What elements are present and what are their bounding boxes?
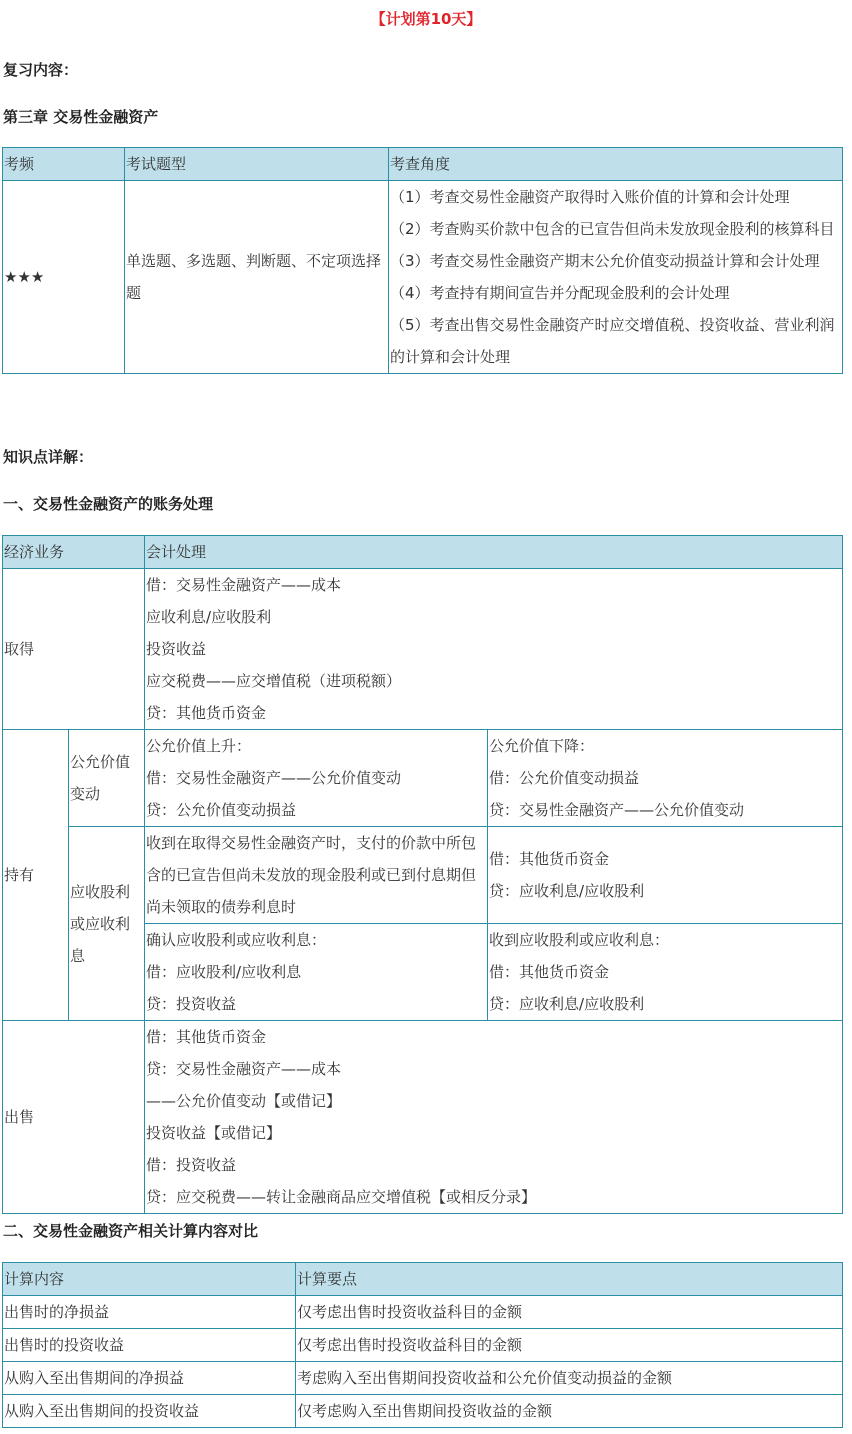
chapter-heading: 第三章 交易性金融资产 [3,108,159,126]
compare-table-header [3,1263,843,1296]
entry-line: 贷：交易性金融资产——成本 [146,1060,342,1078]
fair-value-fall: 公允价值下降： 借：公允价值变动损益 贷：交易性金融资产——公允价值变动 [488,730,843,827]
acquire-label: 取得 [3,569,145,730]
fair-value-rise: 公允价值上升： 借：交易性金融资产——公允价值变动 贷：公允价值变动损益 [145,730,488,827]
entry-line: 借：其他货币资金 [146,1028,267,1046]
collect-entry: 收到应收股利或应收利息： 借：其他货币资金 贷：应收利息/应收股利 [488,924,843,1021]
hold-label: 持有 [3,730,69,1021]
question-types: 单选题、多选题、判断题、不定项选择题 [125,181,389,374]
angle-item: （1）考查交易性金融资产取得时入账价值的计算和会计处理 [390,188,790,206]
angle-item: （4）考查持有期间宣告并分配现金股利的会计处理 [390,284,730,302]
sell-row [3,1021,843,1214]
exam-table-row [3,181,843,374]
section2-heading: 二、交易性金融资产相关计算内容对比 [3,1222,259,1240]
entry-line: 应交税费——应交增值税（进项税额） [146,672,402,690]
acquire-entries [145,569,843,730]
table-cell: 从购入至出售期间的净损益 [3,1362,296,1395]
table-cell: 考虑购入至出售期间投资收益和公允价值变动损益的金额 [296,1362,843,1395]
hold-fair-value-row [3,730,843,827]
confirm-entry: 确认应收股利或应收利息： 借：应收股利/应收利息 贷：投资收益 [145,924,488,1021]
entry-line: 借：投资收益 [146,1156,237,1174]
exam-table [2,147,843,374]
accounting-table [2,535,843,1214]
receivable-label: 应收股利或应收利息 [69,827,145,1021]
entry-line: 应收利息/应收股利 [146,608,272,626]
review-heading: 复习内容： [3,61,79,79]
entry-line: ——公允价值变动【或借记】 [146,1092,342,1110]
angle-item: （2）考查购买价款中包含的已宣告但尚未发放现金股利的核算科目 [390,220,835,238]
header-cell: 会计处理 [145,536,843,569]
hold-receivable-row [3,827,843,924]
entry-line: 贷：其他货币资金 [146,704,267,722]
table-row [3,1329,843,1362]
received-text: 收到在取得交易性金融资产时，支付的价款中所包含的已宣告但尚未发放的现金股利或已到付息期但尚未领取的债券利息时 [145,827,488,924]
entry-line: 借：交易性金融资产——成本 [146,576,342,594]
table-cell: 仅考虑购入至出售期间投资收益的金额 [296,1395,843,1428]
knowledge-heading: 知识点详解： [3,448,94,466]
table-cell: 出售时的投资收益 [3,1329,296,1362]
table-row [3,1296,843,1329]
header-cell: 考频 [3,148,125,181]
entry-line: 投资收益【或借记】 [146,1124,282,1142]
angle-item: （3）考查交易性金融资产期末公允价值变动损益计算和会计处理 [390,252,820,270]
sell-entries [145,1021,843,1214]
table-row [3,1395,843,1428]
compare-table [2,1262,843,1428]
entry-line: 投资收益 [146,640,207,658]
header-cell: 经济业务 [3,536,145,569]
table-cell: 从购入至出售期间的投资收益 [3,1395,296,1428]
table-row [3,1362,843,1395]
header-cell: 计算要点 [296,1263,843,1296]
sell-label: 出售 [3,1021,145,1214]
accounting-table-header [3,536,843,569]
header-cell: 计算内容 [3,1263,296,1296]
angle-item: （5）考查出售交易性金融资产时应交增值税、投资收益、营业利润的计算和会计处理 [390,316,835,366]
plan-title: 【计划第10天】 [370,10,482,28]
frequency-stars: ★★★ [3,181,125,374]
entry-line: 贷：应交税费——转让金融商品应交增值税【或相反分录】 [146,1188,537,1206]
section1-heading: 一、交易性金融资产的账务处理 [3,495,214,513]
received-entry: 借：其他货币资金 贷：应收利息/应收股利 [488,827,843,924]
table-cell: 出售时的净损益 [3,1296,296,1329]
acquire-row [3,569,843,730]
table-cell: 仅考虑出售时投资收益科目的金额 [296,1296,843,1329]
header-cell: 考试题型 [125,148,389,181]
header-cell: 考查角度 [389,148,843,181]
exam-angles [389,181,843,374]
fair-value-label: 公允价值变动 [69,730,145,827]
table-cell: 仅考虑出售时投资收益科目的金额 [296,1329,843,1362]
exam-table-header [3,148,843,181]
